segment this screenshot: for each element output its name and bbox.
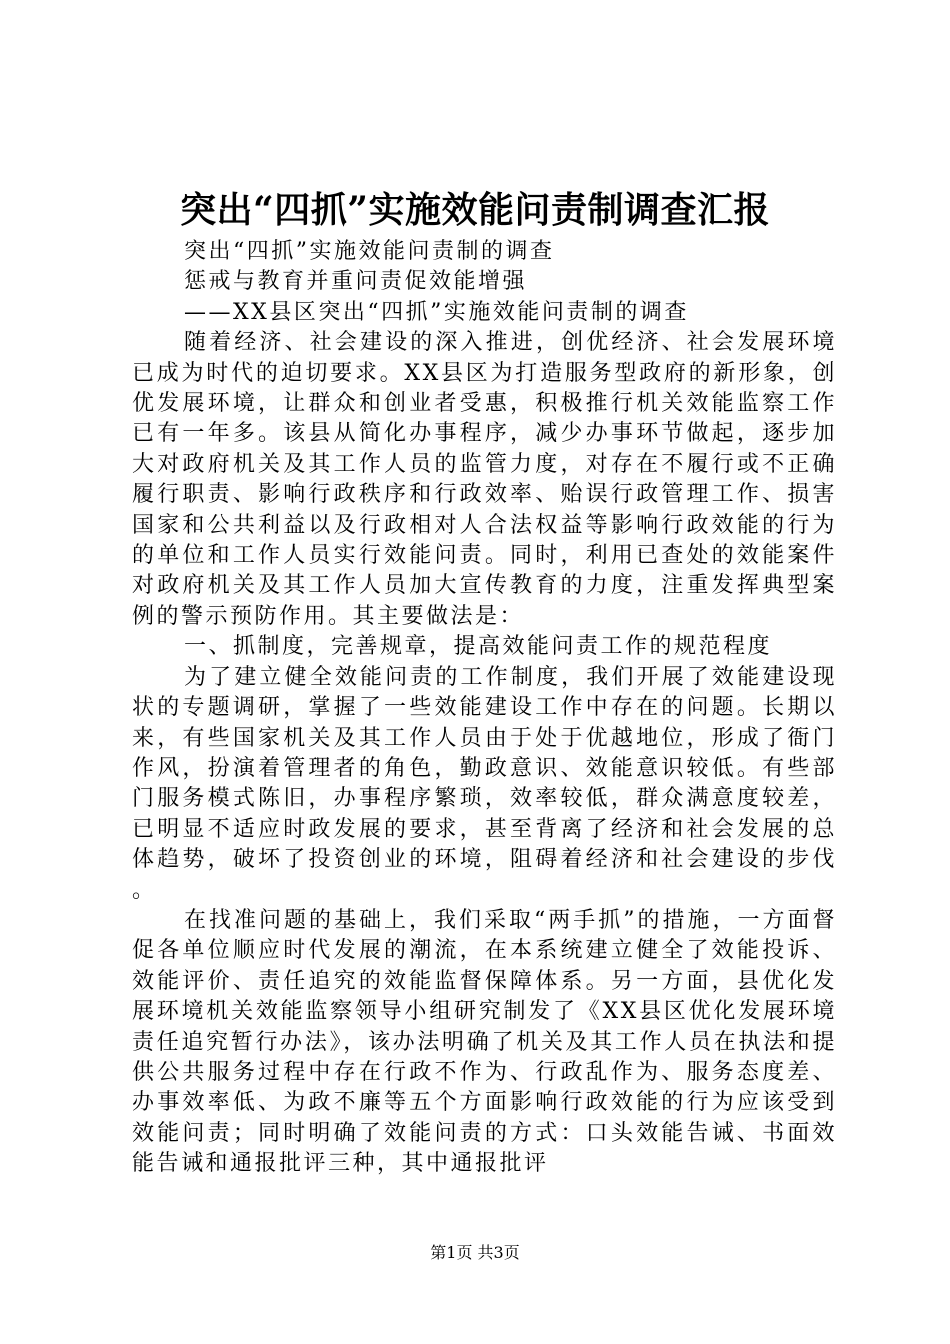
document-title: 突出“四抓”实施效能问责制调查汇报 (180, 189, 770, 231)
document-body (132, 237, 837, 1180)
subtitle-line-3: ——XX县区突出“四抓”实施效能问责制的调查 (184, 299, 689, 325)
subtitle-line-2: 惩戒与教育并重问责促效能增强 (184, 269, 528, 295)
section-heading-1: 一、抓制度，完善规章，提高效能问责工作的规范程度 (184, 634, 773, 660)
body-paragraph-1: 随着经济、社会建设的深入推进，创优经济、社会发展环境已成为时代的迫切要求。XX县区为打造服务型政府的新形象，创优发展环境，让群众和创业者受惠，积极推行机关效能监察工作已有一年多。该县从简化办事程序，减少办事环节做起，逐步加大对政府机关及其工作人员的监管力度，对存在不履行或不正确履行职责、影响行政秩序和行政效率、贻误行政管理工作、损害国家和公共利益以及行政相对人合法权益等影响行政效能的行为的单位和工作人员实行效能问责。同时，利用已查处的效能案件对政府机关及其工作人员加大宣传教育的力度，注重发挥典型案例的警示预防作用。其主要做法是： (132, 330, 837, 629)
body-paragraph-2: 为了建立健全效能问责的工作制度，我们开展了效能建设现状的专题调研，掌握了一些效能建设工作中存在的问题。长期以来，有些国家机关及其工作人员由于处于优越地位，形成了衙门作风，扮演着管理者的角色，勤政意识、效能意识较低。有些部门服务模式陈旧，办事程序繁琐，效率较低，群众满意度较差，已明显不适应时政发展的要求，甚至背离了经济和社会发展的总体趋势，破坏了投资创业的环境，阻碍着经济和社会建设的步伐。 (132, 664, 837, 903)
page-number-footer: 第1页 共3页 (430, 1243, 520, 1262)
body-paragraph-3: 在找准问题的基础上，我们采取“两手抓”的措施，一方面督促各单位顺应时代发展的潮流，在本系统建立健全了效能投诉、效能评价、责任追究的效能监督保障体系。另一方面，县优化发展环境机关效能监察领导小组研究制发了《XX县区优化发展环境责任追究暂行办法》，该办法明确了机关及其工作人员在执法和提供公共服务过程中存在行政不作为、行政乱作为、服务态度差、办事效率低、为政不廉等五个方面影响行政效能的行为应该受到效能问责；同时明确了效能问责的方式：口头效能告诫、书面效能告诫和通报批评三种，其中通报批评 (132, 907, 837, 1177)
subtitle-line-1: 突出“四抓”实施效能问责制的调查 (184, 239, 555, 264)
